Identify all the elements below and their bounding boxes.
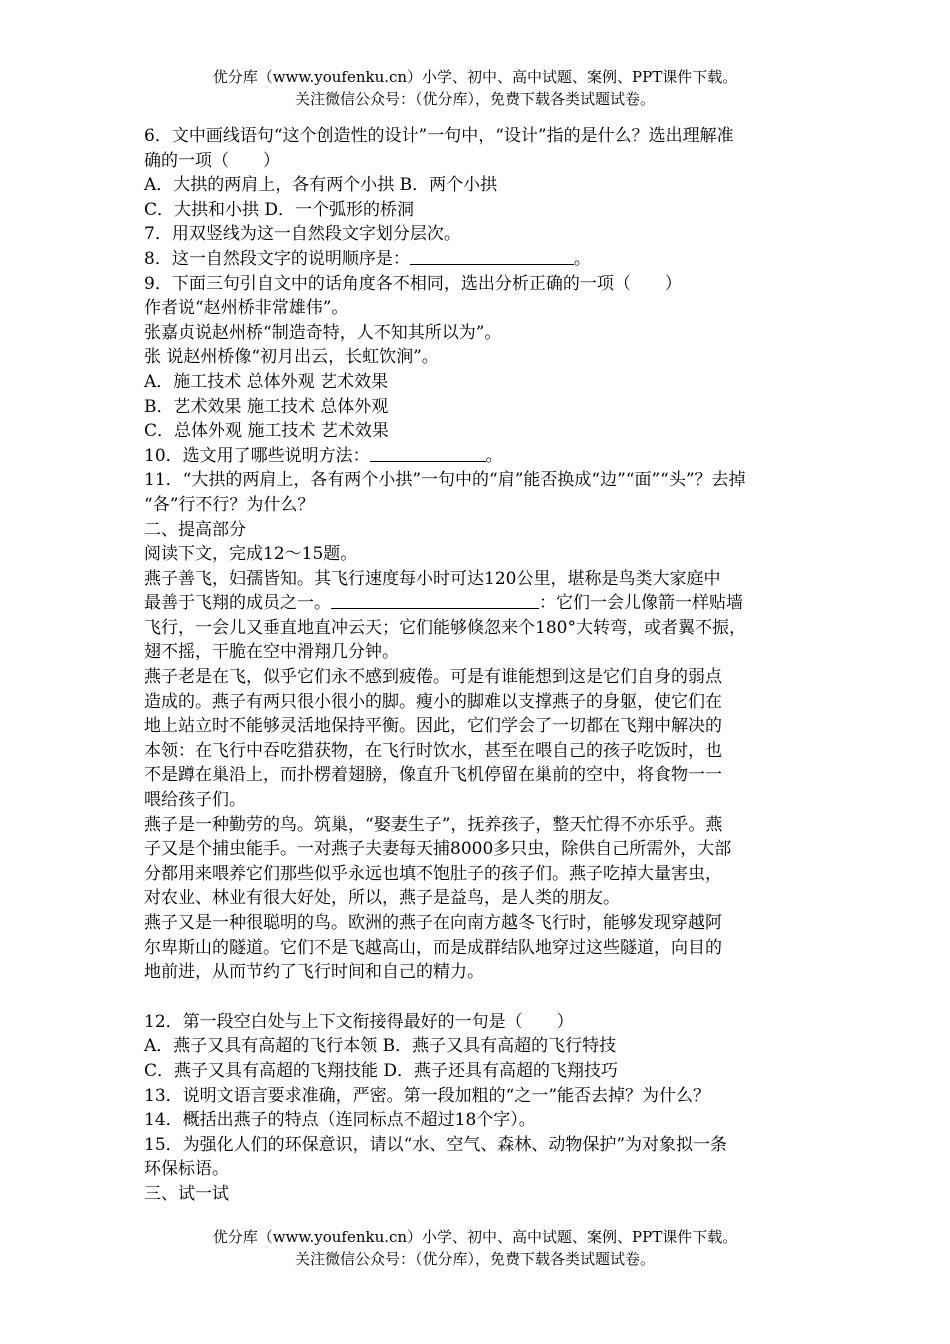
- question-6-options-cd: C．大拱和小拱 D．一个弧形的桥洞: [144, 199, 415, 220]
- passage-line: 子又是个捕虫能手。一对燕子夫妻每天捕8000多只虫，除供自己所需外，大部: [144, 839, 732, 860]
- passage-line: 燕子又是一种很聪明的鸟。欧洲的燕子在向南方越冬飞行时，能够发现穿越阿: [144, 913, 722, 933]
- question-7: 7．用双竖线为这一自然段文字划分层次。: [144, 224, 461, 245]
- passage-line: 尔卑斯山的隧道。它们不是飞越高山，而是成群结队地穿过这些隧道，向目的: [144, 937, 722, 958]
- page-footer: [0, 1226, 950, 1270]
- reading-instruction: 阅读下文，完成12～15题。: [144, 544, 358, 565]
- question-12-options-ab: A．燕子又具有高超的飞行本领 B．燕子又具有高超的飞行特技: [144, 1036, 617, 1057]
- question-10: [144, 444, 816, 469]
- question-13: 13．说明文语言要求准确，严密。第一段加粗的“之一”能否去掉？为什么？: [144, 1085, 711, 1106]
- passage-line: 本领：在飞行中吞吃猎获物，在飞行时饮水，甚至在喂自己的孩子吃饭时，也: [144, 740, 722, 761]
- question-9-option-c: C．总体外观 施工技术 艺术效果: [144, 421, 389, 442]
- question-15-cont: 环保标语。: [144, 1159, 229, 1180]
- passage-line: 对农业、林业有很大好处，所以，燕子是益鸟，是人类的朋友。: [144, 888, 620, 909]
- header-line-1: 优分库（www.youfenku.cn）小学、初中、高中试题、案例、PPT课件下载。: [212, 68, 738, 86]
- footer-line-1: 优分库（www.youfenku.cn）小学、初中、高中试题、案例、PPT课件下载。: [212, 1228, 738, 1246]
- section-heading-3: 三、试一试: [144, 1183, 229, 1204]
- question-11: 11．“大拱的两肩上，各有两个小拱”一句中的“肩”能否换成“边”“面”“头”？去掉: [144, 470, 746, 491]
- passage-text: ：它们一会儿像箭一样贴墙: [539, 593, 743, 614]
- passage-line: 分都用来喂养它们那些似乎永远也填不饱肚子的孩子们。燕子吃掉大量害虫，: [144, 863, 722, 884]
- question-8: [144, 247, 816, 272]
- question-6-cont: 确的一项（ ）: [144, 150, 280, 171]
- document-body: [144, 124, 816, 1207]
- question-14: 14．概括出燕子的特点（连同标点不超过18个字）。: [144, 1110, 536, 1131]
- answer-blank: [410, 248, 574, 265]
- answer-blank: [370, 445, 486, 462]
- passage-text: 最善于飞翔的成员之一。: [144, 593, 331, 614]
- passage-line: 燕子是一种勤劳的鸟。筑巢，“娶妻生子”，抚养孩子，整天忙得不亦乐乎。燕: [144, 814, 723, 835]
- passage-line: 喂给孩子们。: [144, 790, 246, 811]
- passage-line: 翅不摇，干脆在空中滑翔几分钟。: [144, 642, 399, 663]
- quote-1: 作者说“赵州桥非常雄伟”。: [144, 298, 349, 319]
- question-9-option-b: B．艺术效果 施工技术 总体外观: [144, 396, 389, 417]
- answer-blank: [331, 592, 539, 609]
- quote-3: 张 说赵州桥像“初月出云，长虹饮涧”。: [144, 347, 439, 368]
- question-8-text: 8．这一自然段文字的说明顺序是：: [144, 248, 410, 269]
- question-10-text: 10．选文用了哪些说明方法：: [144, 445, 370, 466]
- passage-line: 飞行，一会儿又垂直地直冲云天；它们能够倏忽来个180°大转弯，或者翼不振，: [144, 617, 746, 638]
- passage-line: [144, 591, 816, 616]
- question-12-options-cd: C．燕子又具有高超的飞翔技能 D．燕子还具有高超的飞翔技巧: [144, 1060, 619, 1081]
- question-9-option-a: A．施工技术 总体外观 艺术效果: [144, 371, 389, 392]
- passage-line: 地上站立时不能够灵活地保持平衡。因此，它们学会了一切都在飞翔中解决的: [144, 716, 722, 737]
- passage-line: 地前进，从而节约了飞行时间和自己的精力。: [144, 962, 484, 983]
- header-line-2: 关注微信公众号：（优分库），免费下载各类试题试卷。: [294, 90, 655, 108]
- paragraph-gap: [144, 985, 816, 1010]
- question-11-cont: “各”行不行？为什么？: [144, 494, 315, 515]
- passage-line: 不是蹲在巢沿上，而扑楞着翅膀，像直升飞机停留在巢前的空中，将食物一一: [144, 765, 722, 786]
- question-10-end: 。: [485, 445, 503, 466]
- footer-line-2: 关注微信公众号：（优分库），免费下载各类试题试卷。: [294, 1250, 655, 1268]
- passage-line: 造成的。燕子有两只很小很小的脚。瘦小的脚难以支撑燕子的身躯，使它们在: [144, 691, 722, 712]
- question-6-options-ab: A．大拱的两肩上，各有两个小拱 B．两个小拱: [144, 175, 498, 196]
- question-8-end: 。: [573, 248, 591, 269]
- section-heading-2: 二、提高部分: [144, 519, 246, 540]
- passage-line: 燕子老是在飞，似乎它们永不感到疲倦。可是有谁能想到这是它们自身的弱点: [144, 667, 722, 688]
- passage-line: 燕子善飞，妇孺皆知。其飞行速度每小时可达120公里，堪称是鸟类大家庭中: [144, 568, 721, 589]
- question-15: 15．为强化人们的环保意识，请以“水、空气、森林、动物保护”为对象拟一条: [144, 1134, 728, 1155]
- page-header: [0, 66, 950, 110]
- quote-2: 张嘉贞说赵州桥“制造奇特，人不知其所以为”。: [144, 322, 502, 343]
- question-9: 9．下面三句引自文中的话角度各不相同，选出分析正确的一项（ ）: [144, 273, 682, 294]
- question-12: 12．第一段空白处与上下文衔接得最好的一句是（ ）: [144, 1011, 574, 1032]
- question-6: 6．文中画线语句“这个创造性的设计”一句中，“设计”指的是什么？选出理解准: [144, 126, 734, 146]
